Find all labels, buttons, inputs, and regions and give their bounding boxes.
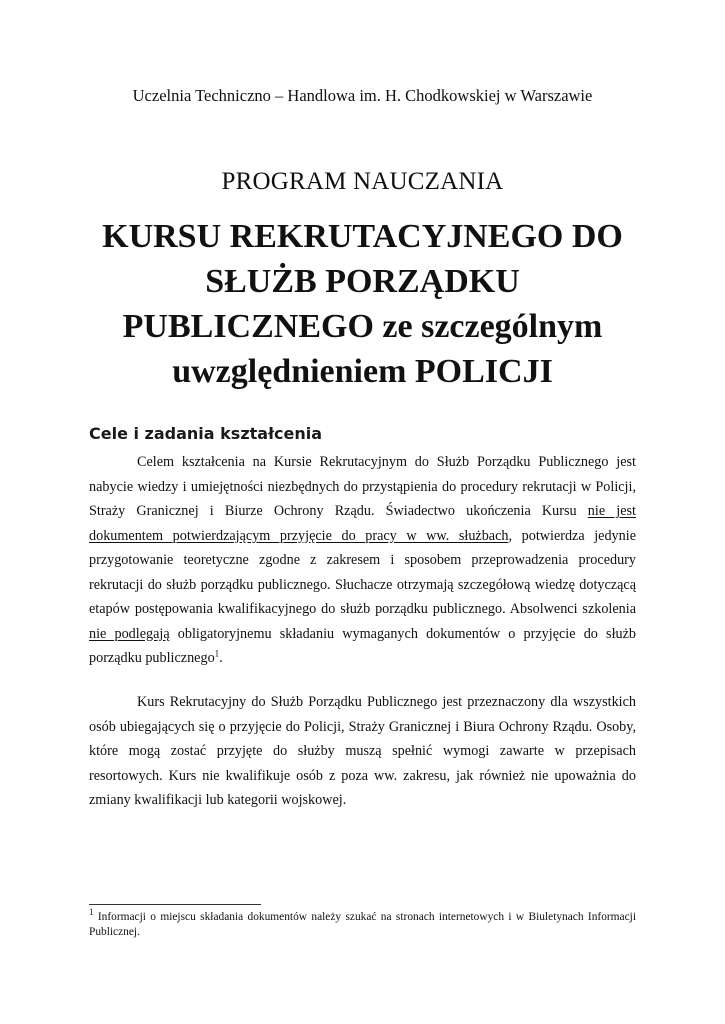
course-title — [60, 214, 665, 394]
footnote-reference[interactable]: 1 — [214, 648, 220, 659]
footnote-text: Informacji o miejscu składania dokumentów należy szukać na stronach internetowych i w Biuletynach Informacji Publicznej. — [89, 911, 636, 938]
program-label: PROGRAM NAUCZANIA — [221, 168, 504, 195]
underlined-phrase-not-subject: nie podlegają — [89, 625, 170, 642]
paragraph-goals-text-2: , potwierdza jedynie przygotowanie teoretyczne zgodne z zakresem i sposobem przeprowadzenia procedury rekrutacji do służb porządku publicznego. Słuchacze otrzymają szczegółową wiedzę dotyczącą etapów postępowania kwalifikacyjnego do służb porządku publicznego. Absolwenci szkolenia — [89, 527, 636, 617]
section-heading: Cele i zadania kształcenia — [89, 424, 323, 443]
underlined-phrase-not-employment: nie jest dokumentem potwierdzającym przyjęcie do pracy w ww. służbach — [89, 503, 636, 544]
institution-name: Uczelnia Techniczno – Handlowa im. H. Chodkowskiej w Warszawie — [132, 86, 593, 105]
paragraph-goals — [89, 450, 636, 671]
footnote — [89, 907, 636, 940]
course-title-line-3: PUBLICZNEGO ze szczególnym — [122, 308, 603, 345]
paragraph-goals-text-3: obligatoryjnemu składaniu wymaganych dokumentów o przyjęcie do służb porządku publicznego — [89, 625, 636, 666]
paragraph-goals-end: . — [219, 650, 223, 666]
footnote-separator — [89, 904, 261, 905]
course-title-line-4: uwzględnieniem POLICJI — [172, 353, 553, 390]
course-title-line-2: SŁUŻB PORZĄDKU — [205, 263, 520, 300]
paragraph-audience-text: Kurs Rekrutacyjny do Służb Porządku Publicznego jest przeznaczony dla wszystkich osób ubiegających się o przyjęcie do Policji, Straży Granicznej i Biura Ochrony Rządu. Osoby, które mogą zostać przyjęte do służby muszą spełnić wymogi zawarte w przepisach resortowych. Kurs nie kwalifikuje osób z poza ww. zakresu, jak również nie upoważnia do zmiany kwalifikacji lub kategorii wojskowej. — [89, 694, 636, 808]
course-title-line-1: KURSU REKRUTACYJNEGO DO — [102, 218, 623, 255]
paragraph-audience — [89, 690, 636, 813]
paragraph-goals-text-1: Celem kształcenia na Kursie Rekrutacyjnym do Służb Porządku Publicznego jest nabycie wiedzy i umiejętności niezbędnych do przystąpienia do procedury rekrutacji w Policji, Straży Granicznej i Biurze Ochrony Rządu. Świadectwo ukończenia Kursu — [89, 454, 636, 519]
footnote-number: 1 — [89, 907, 94, 918]
